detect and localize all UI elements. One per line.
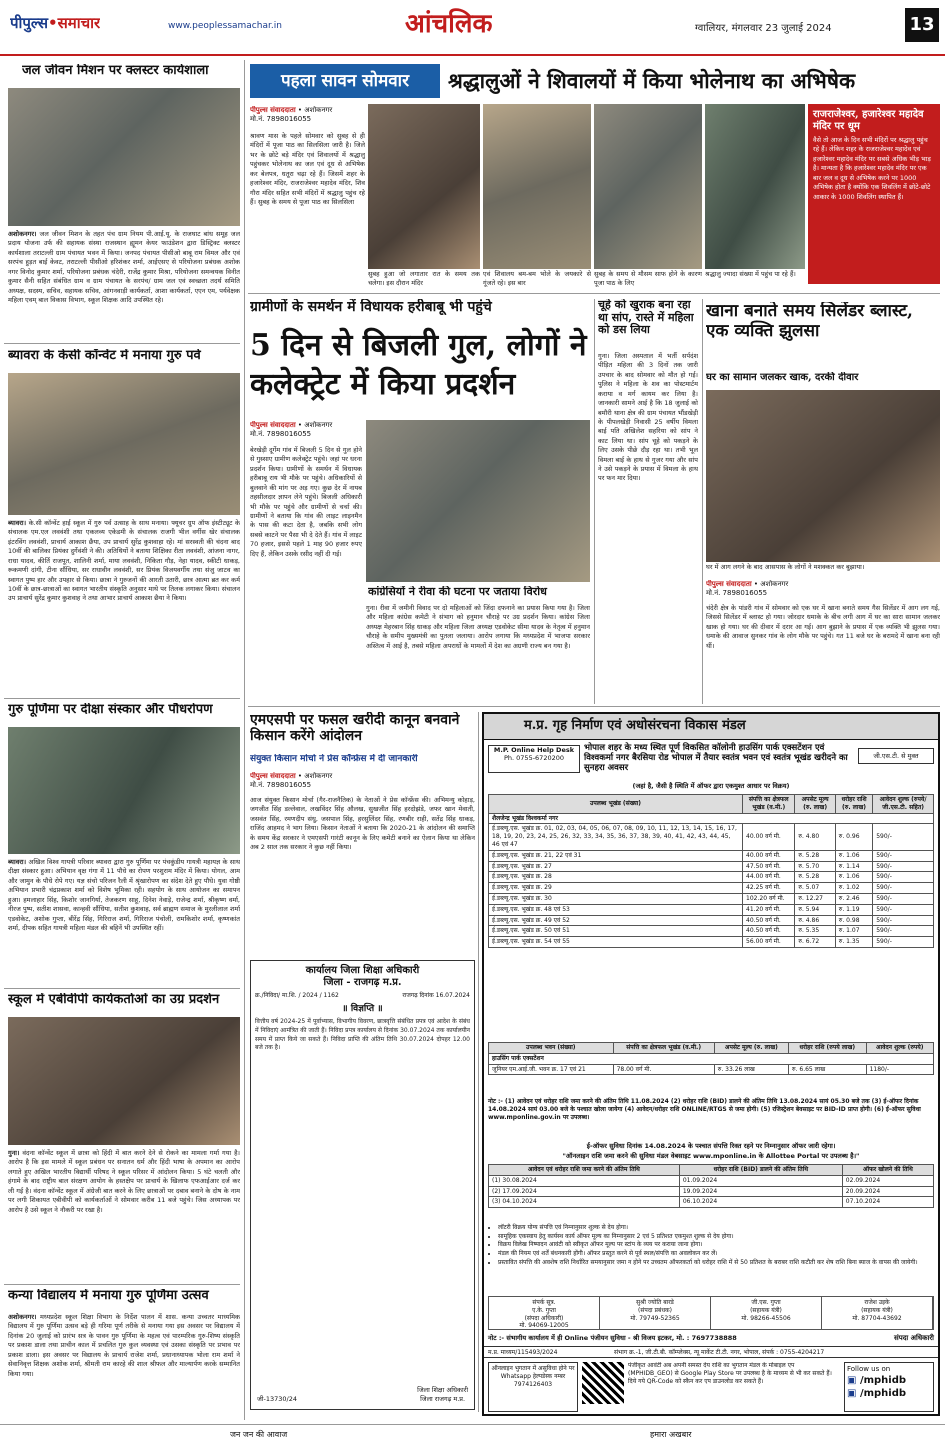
- photo-abhishek-3: [594, 104, 702, 269]
- column-divider: [478, 712, 479, 1412]
- photo-abhishek-1: [368, 104, 480, 269]
- notice-title: ॥ विज्ञप्ति ॥: [342, 1003, 383, 1014]
- notice-ref-row: क्र./निविदा/ मा.शि. / 2024 / 1162 राजगढ़ दिनांक 16.07.2024: [255, 992, 470, 999]
- table-cell: 40.00 वर्ग मी.: [743, 824, 795, 850]
- story-body: अशोकनगर। जल जीवन मिशन के तहत पंच ग्राम नियम पी.आई.यू. के राजघाट बांध समूह जल प्रदाय योजना उर्फ की सहायक संस्था राजस्थान ह्यूमन केयर फाउंडेशन द्वारा डिस्ट्रिक्ट क्लस्टर कार्यशाला तराटल्ली ग्राम पंचायत भवन में किया। जनपद पंचायत पीसीओ बाबू राम विमल और एवं सरपंच हुड़त बाई केवट, तराटल्ली पीसीओ हरिशंकर शर्मा, आईएसए से परियोजना प्रबंधक अशोक नगर विनोद कुमार शर्मा, परियोजना प्रबंधक चंदेरी, राजेंद्र कुमार मिश्रा, परियोजना समन्वयक विनीत कुमार सैनी सहित संबंधित ग्राम व ग्राम पंचायत के सरपंच/ ग्राम जल एवं स्वच्छता तदर्थ समिति अध्यक्ष, सदस्य, सचिव, सहायक सचिव, आंगनवाड़ी कार्यकर्ता, आशा कार्यकर्ता, एएन एम, पर्यवेक्षक महिला एवम् बाल विकास विभाग, स्कूल शिक्षक आदि उपस्थित रहे।: [8, 230, 240, 304]
- list-item: • सामूहिक एकस्वाय हेतु कार्यस्थ कार्य ऑफर मूल्य का निम्नानुसार 2 एवं 5 प्रतिशत एकमुश्त शुल्क से देय होगा।: [498, 1233, 934, 1242]
- table-row: [489, 915, 934, 926]
- social-icon: ▣: [847, 1375, 857, 1387]
- divider: [4, 1284, 240, 1285]
- plots-table-wrap: [488, 794, 934, 948]
- table-cell: 590/-: [873, 850, 934, 861]
- website-url[interactable]: www.peoplessamachar.in: [168, 21, 282, 31]
- table-row: [489, 850, 934, 861]
- qr-note: पंजीकृत आवंटी अब अपनी समस्त देय राशि का भुगतान मंडल के मोबाइल एप (MPHIDB_GEO) से Google Play Store पर उपलब्ध है के माध्यम से भी कर सकते हैं। दिये गये QR-Code को स्कैन कर एप डाउनलोड कर सकते हैं।: [628, 1362, 832, 1386]
- cylinder-headline: खाना बनाते समय सिलेंडर ब्लास्ट, एक व्यक्ति झुलसा: [706, 302, 913, 341]
- houses-table: [488, 1042, 934, 1075]
- table-row: [489, 1175, 934, 1186]
- kisan-kicker: संयुक्त किसान मोर्चा ने प्रेस कॉन्फ्रेंस में दी जानकारी: [250, 754, 418, 764]
- contact-name: जी.एस. गुप्ता: [751, 1299, 781, 1306]
- contact-name: राजेश उइके: [864, 1299, 890, 1306]
- table-cell: रु. 1.06: [835, 872, 872, 883]
- table-header: संपत्ति का क्षेत्रफल भूखंड (व.मी.): [613, 1043, 714, 1054]
- ad-ro: म.प्र. माध्यम/115493/2024: [488, 1349, 558, 1356]
- column-divider: [702, 299, 703, 704]
- table-cell: 590/-: [873, 824, 934, 850]
- table-cell: 102.20 वर्ग मी.: [743, 893, 795, 904]
- table-cell: रु. 5.28: [795, 850, 835, 861]
- ad-bullets: [498, 1224, 934, 1267]
- left-column: [4, 60, 240, 1420]
- masthead: [0, 0, 945, 56]
- ad-ro-row: [484, 1346, 938, 1358]
- story-headline: जल जीवन मिशन पर क्लस्टर कार्यशाला: [22, 64, 209, 78]
- contact-title: (सहायक यंत्री): [861, 1306, 893, 1314]
- table-cell: रु. 6.72: [795, 937, 835, 948]
- table-cell: रु. 5.07: [795, 883, 835, 894]
- table-cell: रु. 0.98: [835, 915, 872, 926]
- table-cell: 40.00 वर्ग मी.: [743, 850, 795, 861]
- ad-address: संभाग क्र.-1, जी.टी.बी. कॉम्प्लेक्स, न्यू मार्केट टी.टी. नगर, भोपाल, संपर्क : 0755-4204217: [614, 1349, 825, 1356]
- table-cell: रु. 12.27: [795, 893, 835, 904]
- notice-ro: जी-13730/24: [257, 1394, 297, 1403]
- cylinder-subhead: घर का सामान जलकर खाक, दरकी दीवार: [706, 372, 859, 383]
- table-row: [489, 937, 934, 948]
- divider: [248, 706, 940, 707]
- snake-body: गुना। जिला अस्पताल में भर्ती सर्पदंश पीड़ित महिला की 3 दिनों तक जारी उपचार के बाद सोमवार को मौत हो गई। पुलिस ने महिला के शव का पोस्टमार्टम कराया व मर्ग कायम कर लिया है। जानकारी सामने आई है कि 18 जुलाई को बमौरी थाना क्षेत्र की ग्राम पंचायत भौंडखेड़ी के पीपलखेड़ी निवासी 25 वर्षीय विमला बाई पति अखिलेश सहरिया को सांप ने काट लिया था। सांप चूहे को पकड़ने के लिए उसके पीछे दौड़ रहा था। तभी भूल विमला बाई के हाथ से गुजर गया और सांप ने उसे पकड़ने के प्रयास में विमला के हाथ पर फन मार दिया।: [598, 352, 698, 483]
- contacts-row: [488, 1296, 934, 1330]
- table-section: शैलजेन्द्र भूखंड विश्वकर्मा नगर: [489, 813, 934, 824]
- sawan-sidebar: [808, 104, 940, 284]
- table-header: आवेदन शुल्क (रुपये/जी.एस.टी. सहित): [873, 795, 934, 814]
- sidebar-headline: राजराजेश्वर, हजारेश्वर महादेव मंदिर पर धूम: [813, 109, 924, 132]
- table-cell: रु. 4.86: [795, 915, 835, 926]
- story-headline: कन्या विद्यालय में मनाया गुरु पूर्णिमा उत्सव: [8, 1289, 209, 1303]
- table-cell: रु. 1.02: [835, 883, 872, 894]
- table-cell: 590/-: [873, 893, 934, 904]
- table-header: अपसेट मूल्य (रु. लाख): [714, 1043, 788, 1054]
- table-header: आवेदन शुल्क (रुपये): [866, 1043, 933, 1054]
- table-cell: 78.00 वर्ग मी.: [613, 1064, 714, 1075]
- table-cell: 590/-: [873, 872, 934, 883]
- byline: पीपुल्स संवाददाता • अशोकनगर मो.नं. 7898016055: [250, 421, 333, 439]
- plots-table: [488, 794, 934, 948]
- table-cell: ई.डब्ल्यू.एस. भूखंड क्र. 48 एवं 53: [489, 904, 743, 915]
- snake-headline: चूहे को खुराक बना रहा था सांप, रास्ते में महिला को डस लिया: [598, 299, 694, 337]
- table-cell: 41.20 वर्ग मी.: [743, 904, 795, 915]
- table-section: हाउसिंग पार्क एक्सटेंशन: [489, 1053, 934, 1064]
- protest-body: बेरखेड़ी दूर्गेम गांव में बिजली 5 दिन से गुल होने से गुस्साए ग्रामीण कलेक्ट्रेट पहुंचे। जहां पर धरना प्रदर्शन किया। ग्रामीणों के समर्थन में विधायक हरीबाबू राय भी मौके पर पहुंचे। अधिकारियों से बुलवाने की मांग पर अड़ गए। कुछ देर में नायब तहसीलदार ज्ञापन लेने पहुंचे। बिजली अधिकारी भी मौके पर पहुंचे और ग्रामीणों से चर्चा की। ग्रामीणों ने बताया कि गांव की लाइट लाइनमैन के पास की कटा देता है, जबकि सभी लोग सबसे काटने पर पैसा भी दे देते हैं। गांव में लाइट 70 हजार, इससे पहले 1 माह 90 हजार रुपए दिए हैं, लेकिन उसके रसीद नहीं दी गई।: [250, 446, 362, 558]
- photo-plantation: [8, 727, 240, 854]
- byline: पीपुल्स संवाददाता • अशोकनगर मो.नं. 7898016055: [250, 106, 333, 124]
- table-cell: ई.डब्ल्यू.एस. भूखंड क्र. 29: [489, 883, 743, 894]
- table-header: अपसेट मूल्य (रु. लाख): [795, 795, 835, 814]
- column-divider: [244, 60, 245, 1420]
- table-row: [489, 1197, 934, 1208]
- schedule-table: [488, 1164, 934, 1208]
- sawan-tag: पहला सावन सोमवार: [250, 64, 440, 98]
- sawan-headline: श्रद्धालुओं ने शिवालयों में किया भोलेनाथ का अभिषेक: [448, 68, 856, 93]
- housing-ad: [482, 712, 940, 1416]
- table-cell: रु. 5.35: [795, 926, 835, 937]
- story-headline: ब्यावरा के केसी कॉन्वेंट में मनाया गुरु पर्व: [8, 349, 201, 363]
- ad-title-bar: [484, 714, 938, 740]
- notice-district: जिला - राजगढ़ म.प्र.: [323, 976, 402, 988]
- ad-note-1: नोट :- (1) आवेदन एवं धरोहर राशि जमा करने की अंतिम तिथि 11.08.2024 (2) धरोहर राशि (BID) डालने की अंतिम तिथि 13.08.2024 सायं 05.30 बजे तक (3) ई-ऑफर दिनांक 14.08.2024 सायं 03.00 बजे के पश्चात खोला जायेगा (4) आवेदन/धरोहर राशि ONLINE/RTGS से जमा होगी। (5) रजिस्ट्रेशन बेवसाइट पर BID-ID प्राप्त होगी। (6) ई-ऑफर सुविधा www.mponline.gov.in पर उपलब्ध।: [488, 1098, 921, 1122]
- photo-blast-house: [706, 390, 940, 562]
- divider: [248, 293, 940, 294]
- table-cell: रु. 6.65 लाख: [788, 1064, 866, 1075]
- table-cell: रु. 0.96: [835, 824, 872, 850]
- education-notice: [250, 960, 475, 1410]
- ad-note-2: ई-ऑफर सुविधा दिनांक 14.08.2024 के पश्चात संपत्ति रिक्त रहने पर निम्नानुसार ऑफर जारी रहेगा।: [586, 1142, 836, 1150]
- table-cell: 590/-: [873, 915, 934, 926]
- column-divider: [594, 299, 595, 704]
- story-body: अशोकनगर। मध्यप्रदेश स्कूल शिक्षा विभाग के निर्देश पालन में शास. कन्या उच्चतर माध्यमिक विद्यालय में गुरु पूर्णिमा उत्सव बड़े ही गरिमा पूर्ण तरीके से मनाया गया इस अवसर पर विद्यालय में दिनांक 20 जुलाई को प्रारंभ सत्र के पावन गुरु पूर्णिमा के महत्व एवं पारम्परिक गुरु-शिष्य संस्कृति पर प्रकाश डाला तथा प्राचीन काल में प्रचलित गुरु कुल व्यवस्था एवं उसका संस्कृति पर प्रभाव पर प्रकाश डाला। इस अवसर पर विद्यालय के प्राचार्य राजेश शर्मा, प्रधानाध्यापक भोला राम शर्मा ने सेवानिवृत्त शिक्षक अशोक शर्मा, श्रीमती राम कारहे की शाल श्रीफल और माल्यार्पण करके सम्मानित किया गया।: [8, 1313, 240, 1378]
- ad-officer: संपदा अधिकारी: [893, 1334, 934, 1342]
- table-cell: ई.डब्ल्यू.एस. भूखंड क्र. 27: [489, 861, 743, 872]
- table-header: उपलब्ध भूखंड (संख्या): [489, 795, 743, 814]
- table-row: [489, 872, 934, 883]
- table-cell: ई.डब्ल्यू.एस. भूखंड क्र. 50 एवं 51: [489, 926, 743, 937]
- byline: पीपुल्स संवाददाता • अशोकनगर मो.नं. 7898016055: [706, 580, 789, 598]
- photo-caption: सुबह के समय से मौसम साफ होने के कारण पूजा पाठ के लिए: [594, 270, 702, 288]
- table-cell: 590/-: [873, 937, 934, 948]
- byline: पीपुल्स संवाददाता • अशोकनगर मो.नं. 7898016055: [250, 772, 333, 790]
- table-cell: 40.50 वर्ग मी.: [743, 926, 795, 937]
- table-row: [489, 883, 934, 894]
- divider: [4, 988, 240, 989]
- table-cell: 19.09.2024: [679, 1186, 842, 1197]
- photo-protest: [8, 1017, 240, 1145]
- table-cell: 01.09.2024: [679, 1175, 842, 1186]
- table-row: [489, 824, 934, 850]
- table-cell: रु. 33.26 लाख: [714, 1064, 788, 1075]
- divider: [4, 343, 240, 344]
- follow-label: Follow us on: [847, 1365, 891, 1373]
- cylinder-body: चंदेरी क्षेत्र के पांडरी गांव में सोमवार को एक घर में खाना बनाते समय गैस सिलेंडर में आग लग गई, जिससे सिलेंडर में ब्लास्ट हो गया। जोरदार धमाके के बीच लगी आग में घर का सारा सामान जलकर खाक हो गया। घर की दीवार में दरार आ गई। आग बुझाने के प्रयास में एक व्यक्ति भी झुलस गया। धमाके की आवाज सुनकर गांव के लोग मौके पर पहुंचे। गत 11 बजे घर के बरामदे में खाना बना रही थीं।: [706, 604, 940, 650]
- photo-group: [8, 88, 240, 226]
- table-cell: रु. 1.19: [835, 904, 872, 915]
- social-icon: ▣: [847, 1388, 857, 1400]
- table-cell: (1) 30.08.2024: [489, 1175, 680, 1186]
- rewa-body: गुना। रीवा में जमीनी विवाद पर दो महिलाओं को जिंदा दफनाने का प्रयास किया गया है। जिला और महिला कांग्रेस कमेटी ने संभाग को हनुमान चौराहे पर उग्र प्रदर्शन किया। कांग्रेस जिला अध्यक्ष मेहरबान सिंह धाकड़ और महिला जिला अध्यक्ष एडवोकेट सीमा यादव के नेतृत्व में हनुमान चौराहे के समीप मुख्यमंत्री का पुतला जलाया। आरोप लगाया कि मध्यप्रदेश में भाजपा सरकार अस्तित्व में आई है, तबसे महिला अपराधों के मामलों में देश का अग्रणी राज्य बन गया है।: [366, 604, 590, 650]
- photo-protest-crowd: [366, 420, 590, 582]
- table-cell: 1180/-: [866, 1064, 933, 1075]
- contact-note: नोट :- संभागीय कार्यालय में ही Online पंजीयन सुविधा - श्री विजय इटकर, मो. : 7697738888: [488, 1334, 737, 1342]
- follow-box: [844, 1362, 934, 1412]
- photo-caption: श्रद्धालु ज्यादा संख्या में पहुंच पा रहे हैं।: [705, 270, 796, 278]
- table-row: [489, 1186, 934, 1197]
- section-title: आंचलिक: [405, 9, 493, 39]
- notice-signoff: जिला शिक्षा अधिकारी जिला राजगढ़ म.प्र.: [417, 1386, 468, 1403]
- contact-card: [711, 1297, 822, 1329]
- table-header: ऑफर खोलने की तिथि: [842, 1165, 933, 1176]
- table-cell: ई.डब्ल्यू.एस. भूखंड क्र. 30: [489, 893, 743, 904]
- table-cell: 07.10.2024: [842, 1197, 933, 1208]
- list-item: • विक्रय विलेख निष्पादन आवंटी को स्वीकृत ऑफर मूल्य पर स्टांप के व्यय पर कराया जाना होगा।: [498, 1241, 934, 1250]
- houses-table-wrap: [488, 1042, 934, 1075]
- list-item: • मंडल की नियम एवं शर्तें बंधनकारी होंगी। ऑफर प्रस्तुत करने से पूर्व स्थल/संपत्ति का अवलोकन कर लें।: [498, 1250, 934, 1259]
- table-cell: ई.डब्ल्यू.एस. भूखंड क्र. 28: [489, 872, 743, 883]
- social-handle-1[interactable]: ▣ /mphidb: [847, 1375, 907, 1387]
- where-is-note: (जहां है, जैसी है स्थिति में ऑफर द्वारा एकमुश्त आधार पर विक्रय): [632, 782, 790, 790]
- kisan-body: आज संयुक्त किसान मोर्चा (गैर-राजनैतिक) के नेताओं ने प्रेस कॉन्फ्रेंस की। अभिमन्यु कोहाड़, जगजीत सिंह डल्लेवाल, लखविंदर सिंह औलख, सुखजीत सिंह हरदोझंडे, जफर खान मेवाती, जसवंत सिंह, रमणदीप संधु, जसपाल सिंह, हरसुलिंदर सिंह, रणबीर राही, सतेंद्र सिंह धाकड़, राजिंद आहमद ने भाग लिया। किसान नेताओं ने बताया कि 2020-21 के आंदोलन की समाप्ति के समय केंद्र सरकार ने एमएसपी गारंटी कानून के लिए कमेटी बनाने का ऐलान किया था लेकिन अब 2 साल तक सरकार ने कुछ नहीं किया।: [250, 796, 475, 852]
- table-row: [489, 861, 934, 872]
- notice-body: वित्तीय वर्ष 2024-25 में पूर्वाभ्यास, विभागीय विवरण, छात्रवृत्ति संबंधित प्रपत्र एवं आदेश के संबंध में निविदाएं आमंत्रित की जाती हैं। निविदा प्रपत्र कार्यालय से दिनांक 30.07.2024 तक कार्यालयीन समय में प्राप्त किये जा सकते हैं। निविदा प्राप्ति की अंतिम तिथि 30.07.2024 दोपहर 12.00 बजे तक है।: [255, 1018, 470, 1052]
- qr-code-icon[interactable]: [582, 1362, 624, 1404]
- table-cell: 56.00 वर्ग मी.: [743, 937, 795, 948]
- sawan-body: श्रावण मास के पहले सोमवार को सुबह से ही मंदिरों में पूजा पाठ का सिलसिला जारी है। जिले भर के छोटे बड़े मंदिर एवं शिवालयों में श्रद्धालु पहुंचकर भोलेनाथ का जल एवं दूध से अभिषेक कर बेलपत्र, धतूरा चढ़ा रहे हैं। जिसमें शहर के हजारेश्वर मंदिर, राजराजेश्वर महादेव मंदिर, शिव गौरा मंदिर सहित सभी मंदिरों में श्रद्धालु पहुंच रहे हैं। सुबह के समय से पूजा पाठ का सिलसिला: [250, 132, 365, 206]
- protest-headline: 5 दिन से बिजली गुल, लोगों ने कलेक्ट्रेट में किया प्रदर्शन: [250, 328, 587, 402]
- table-cell: 47.50 वर्ग मी.: [743, 861, 795, 872]
- contact-title: (संपदा प्रबंधक): [638, 1306, 672, 1314]
- contact-phone: मो. 87704-43692: [852, 1314, 902, 1322]
- table-cell: 42.25 वर्ग मी.: [743, 883, 795, 894]
- contact-card: [600, 1297, 711, 1329]
- ad-headline: भोपाल शहर के मध्य स्थित पूर्ण विकसित कॉलोनी हाउसिंग पार्क एक्सटेंशन एवं विश्वकर्मा नगर बैरसिया रोड भोपाल में तैयार स्वतंत्र भवन एवं स्वतंत्र भूखंड खरीदने का सुनहरा अवसर: [584, 743, 848, 773]
- contact-phone: मो. 94069-12005: [519, 1322, 569, 1330]
- rewa-headline: कांग्रेसियों ने रीवा की घटना पर जताया विरोध: [368, 586, 547, 598]
- ad-title: म.प्र. गृह निर्माण एवं अधोसंरचना विकास मंडल: [524, 718, 746, 733]
- table-cell: 590/-: [873, 861, 934, 872]
- table-header: धरोहर राशि (रुपये लाख): [788, 1043, 866, 1054]
- table-cell: रु. 1.07: [835, 926, 872, 937]
- contact-title: (संपदा अधिकारी): [524, 1314, 564, 1322]
- table-cell: 02.09.2024: [842, 1175, 933, 1186]
- story-body: गुना। वंदना कॉन्वेंट स्कूल में छात्रा को हिंदी में बात करने देने से रोकने का मामला गर्मा गया है। आरोप है कि इस मामले में स्कूल प्रबंधन पर सनातन धर्म और हिंदी भाषा के अपमान का आरोप लगाते हुए अखिल भारतीय विद्यार्थी परिषद ने स्कूल परिसर में आंदोलन किया। 5 घंटे चलती और हंगामे के बाद राष्ट्रीय बाल संरक्षण आयोग के हस्तक्षेप पर प्राचार्य के खिलाफ एफआईआर दर्ज कर ली गई है। वंदना कॉन्वेंट स्कूल में अंग्रेजी बात करने के लिए छात्राओं पर दबाव बनाने के दोष के नाम पर लगी शिकायत एबीवीपी को कार्यकर्ताओं ने सोमवार करीब 11 बजे पहुंचे। जिस अध्यापक पर आरोप है उसे स्कूल ने नौकरी पर रखा है।: [8, 1149, 240, 1214]
- social-handle-2[interactable]: ▣ /mphidb: [847, 1388, 907, 1400]
- list-item: • लॉटरी विक्रय योग्य संपत्ति एवं निम्नानुसार शुल्क से देय होगा।: [498, 1224, 934, 1233]
- table-header: संपत्ति का क्षेत्रफल भूखंड (व.मी.): [743, 795, 795, 814]
- table-cell: 40.50 वर्ग मी.: [743, 915, 795, 926]
- photo-abhishek-2: [483, 104, 591, 269]
- list-item: • प्रस्तावित संपत्ति की अवशेष राशि निर्धारित समयानुसार जमा न होने पर उच्चतम ऑफरकर्ता को धरोहर राशि में से 50 प्रतिशत के बराबर राशि कटौती कर शेष राशि बिना ब्याज के वापस की जायेगी।: [498, 1259, 934, 1268]
- table-cell: रु. 1.35: [835, 937, 872, 948]
- footer-left: जन जन की आवाज: [230, 1430, 288, 1439]
- contact-phone: मो. 79749-52365: [630, 1314, 680, 1322]
- table-header: उपलब्ध भवन (संख्या): [489, 1043, 614, 1054]
- whatsapp-box: ऑनलाइन भुगतान में असुविधा होने पर Whatsapp हेल्पडेस्क नम्बर 7974126403: [488, 1362, 578, 1412]
- table-cell: 590/-: [873, 904, 934, 915]
- table-cell: ई.डब्ल्यू.एस. भूखंड क्र. 54 एवं 55: [489, 937, 743, 948]
- table-cell: रु. 5.70: [795, 861, 835, 872]
- contact-title: (सहायक यंत्री): [750, 1306, 782, 1314]
- table-cell: रु. 5.94: [795, 904, 835, 915]
- schedule-table-wrap: [488, 1164, 934, 1208]
- table-header: धरोहर राशि (BID) डालने की अंतिम तिथि: [679, 1165, 842, 1176]
- contact-name: सुश्री ज्योति बारडे: [636, 1299, 674, 1306]
- kisan-headline: एमएसपी पर फसल खरीदी कानून बनवाने किसान करेंगे आंदोलन: [250, 712, 460, 745]
- table-header: आवेदन एवं धरोहर राशि जमा करने की अंतिम तिथि: [489, 1165, 680, 1176]
- contact-card: [489, 1297, 600, 1329]
- table-cell: रु. 1.14: [835, 861, 872, 872]
- photo-abhishek-4: [705, 104, 805, 269]
- table-cell: (2) 17.09.2024: [489, 1186, 680, 1197]
- table-cell: रु. 4.80: [795, 824, 835, 850]
- story-headline: गुरु पूर्णिमा पर दीक्षा संस्कार और पौधरोपण: [8, 703, 213, 717]
- page-footer: [0, 1424, 945, 1445]
- photo-caption: एवं शिवालय बम-बम भोले के जयकारे से गूंजते रहे। इस बार: [483, 270, 591, 288]
- table-row: [489, 904, 934, 915]
- table-row: [489, 1064, 934, 1075]
- photo-caption: सुबह हुआ जो लगातार रात के समय तक चलेगा। इस दौरान मंदिर: [368, 270, 480, 288]
- table-cell: रु. 1.06: [835, 850, 872, 861]
- story-headline: स्कूल में एबीवीपी कार्यकर्ताओं का उग्र प्रदर्शन: [8, 993, 220, 1007]
- table-cell: ई.डब्ल्यू.एस. भूखंड क्र. 01, 02, 03, 04, 05, 06, 07, 08, 09, 10, 11, 12, 13, 14, 15, 16, 17, 18, 19, 20, 23, 24, 25, 26, 32, 33, 34, 35, 36, 37, 38, 39, 40, 41, 42, 43, 44, 45, 46 एवं 47: [489, 824, 743, 850]
- footer-right: हमारा अखबार: [650, 1430, 692, 1439]
- table-cell: जूनियर एम.आई.जी. भवन क्र. 17 एवं 21: [489, 1064, 614, 1075]
- table-cell: (3) 04.10.2024: [489, 1197, 680, 1208]
- sidebar-body: वैसे तो आज के दिन सभी मंदिरों पर श्रद्धालु पहुंच रहे हैं। लेकिन शहर के राजराजेश्वर महादेव एवं हजारेश्वर महादेव मंदिर पर सबसे अधिक भीड़ भाड़ है। मान्यता है कि हजारेश्वर महादेव मंदिर पर एक बार जल व दूध से अभिषेक करने पर 1000 अभिषेक होता है क्योंकि एक शिवलिंग में छोटे-छोटे आकार के 1000 शिवलिंग स्थापित हैं।: [813, 136, 931, 201]
- table-cell: 590/-: [873, 883, 934, 894]
- table-row: [489, 926, 934, 937]
- story-body: ब्यावरा। अखिल विश्व गायत्री परिवार ब्यावरा द्वारा गुरु पूर्णिमा पर पंचकुंडीय गायत्री महायज्ञ के साथ दीक्षा संस्कार हुआ। अभियान वृक्ष गंगा में 11 पौधे का रोपण परशुराम मंदिर में किया। योगल, आम और जामुन के पौधे रोपे गए। यज्ञ संचो परिजन रैली में श्रृंखारोपण का संदेश देते हुए पौधे। युवा गोष्ठी अभियान प्रभारी चंद्रप्रकाश शर्मा को विशेष भूमिका रही। सहयोग के साथ आयोजन का समापन हुआ। हमलाहार सिंह, किशोर जानगिर्या, तेजकरण साहू, दिनेश नेवाड़े, राजेन्द्र शर्मा, श्रीकृष्ण वर्मा, नीरज पुष्प, सतीश शासवा, कान्हवी सौंधिया, सतीश कुशवाह, सर्व ब्राह्मण समाज के मुरलीलाल शर्मा एडवोकेट, अशोक गुप्ता, बीरेंद्र सिंह, गिरिराज शर्मा, गिरिराज पंचोली, रामकिशोर शर्मा, कृष्णकांत शर्मा, दीपक सहित गायत्री महिला मंडल की बहिनें भी उपस्थित रहीं।: [8, 858, 240, 932]
- contact-phone: मो. 98266-45506: [741, 1314, 791, 1322]
- table-cell: 590/-: [873, 926, 934, 937]
- table-cell: ई.डब्ल्यू.एस. भूखंड क्र. 49 एवं 52: [489, 915, 743, 926]
- table-cell: 44.00 वर्ग मी.: [743, 872, 795, 883]
- table-cell: 06.10.2024: [679, 1197, 842, 1208]
- table-header: धरोहर राशि (रु. लाख): [835, 795, 872, 814]
- date-line: ग्वालियर, मंगलवार 23 जुलाई 2024: [695, 23, 832, 34]
- table-row: [489, 893, 934, 904]
- divider: [4, 698, 240, 699]
- table-cell: रु. 2.46: [835, 893, 872, 904]
- table-cell: ई.डब्ल्यू.एस. भूखंड क्र. 21, 22 एवं 31: [489, 850, 743, 861]
- photo-caption: घर में आग लगने के बाद आसपास के लोगों ने मशक्कत कर बुझाया।: [706, 563, 865, 571]
- notice-office: कार्यालय जिला शिक्षा अधिकारी: [305, 965, 420, 976]
- table-cell: 20.09.2024: [842, 1186, 933, 1197]
- contact-card: [822, 1297, 933, 1329]
- ad-note-3: "ऑनलाइन राशि जमा करने की सुविधा मंडल वेबसाइट www.mponline.in के Allottee Portal पर उपलब्ध है।": [562, 1152, 860, 1160]
- helpdesk-box: M.P. Online Help Desk Ph. 0755-6720200: [488, 745, 580, 773]
- protest-kicker: ग्रामीणों के समर्थन में विधायक हरीबाबू भी पहुंचे: [250, 299, 492, 315]
- gst-note: जी.एस.टी. से मुक्त: [858, 748, 934, 764]
- table-cell: रु. 5.28: [795, 872, 835, 883]
- page-number: 13: [905, 8, 939, 42]
- contact-role: संपर्क सूत्र.: [532, 1299, 556, 1306]
- photo-students: [8, 373, 240, 515]
- contact-name: ए.के. गुप्ता: [532, 1306, 556, 1314]
- newspaper-logo: पीपुल्स•समाचार: [10, 14, 101, 32]
- story-body: ब्यावरा। के.सी कॉन्वेंट हाई स्कूल में गुरु पर्व उत्साह के साथ मनाया। फ्यूचर ग्रुप ऑफ इंस्टीट्यूट के संचालक एम.एल लववंशी तथा एकलव्य एकेडमी के संचालक राजगी भील वर्गीस खेर संचालक इंटरविंग लववंशी, प्राचार्य आकाश छैया, उप प्राचार्य सुरेंद्र कुशवाहा रहे। मां सरस्वती की चंदना बाद 10वीं की बालिका प्रियंका दुर्गेवंशी ने की। अतिथियों ने बताया शिक्षिका रीता लववंशी, आंजना नागर, राधा यादव, कीर्ति राजपूत, शालिनी शर्मा, माया लववंशी, निकिता गौड़, नेहा यादव, स्कीटी धाकड़, रूकमणी दांगी, टीना सौंधिया, सर राधावीन लववंशी, सर प्रियंक विजयवर्गीय तथा संजु जाटव का स्वागत पुष्प हार और उपहार से किया। छात्रा ने गुरुजनों की आरती उतारी, छात्र आत्मा ब्रत कर कर्म 10वीं के छात्र-छात्राओं का स्वागत भारतीय संस्कृति अनुसार माथे पर तिलक लगाकर किया। संचालन उप प्राचार्य सुरेंद्र कुमार कुशवाह ने तथा आभार प्राचार्य आकाश छैया ने किया।: [8, 519, 240, 603]
